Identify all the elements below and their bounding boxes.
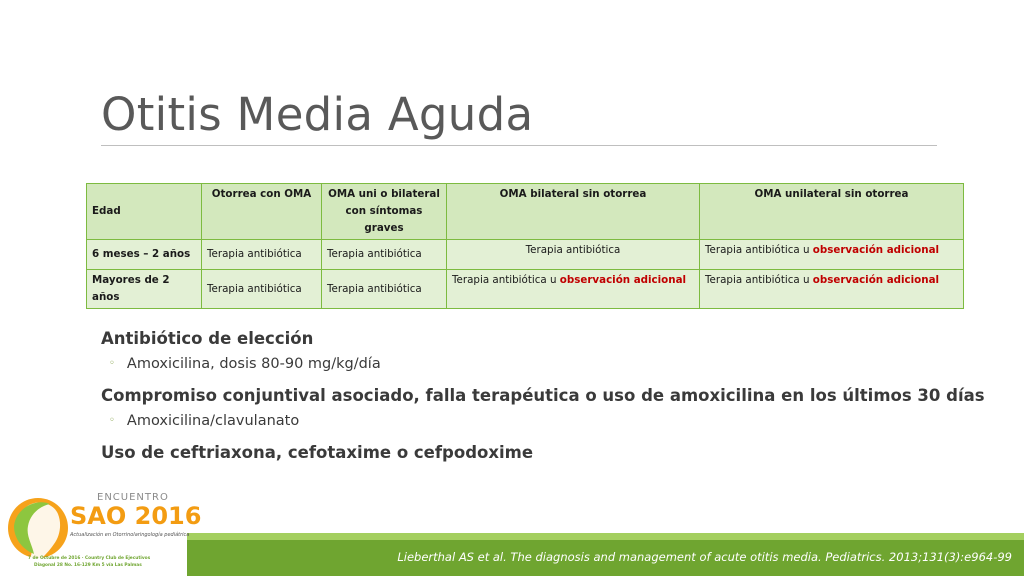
table-cell bbox=[700, 270, 964, 309]
title-divider bbox=[101, 145, 937, 146]
table-cell: Terapia antibiótica bbox=[202, 240, 322, 270]
bullet-list bbox=[101, 327, 1001, 465]
sub-bullet bbox=[101, 410, 1001, 432]
row-age: 6 meses – 2 años bbox=[87, 240, 202, 270]
bullet-compromiso: Compromiso conjuntival asociado, falla terapéutica o uso de amoxicilina en los últimos 30 días bbox=[101, 386, 985, 405]
cell-text: Terapia antibiótica u bbox=[705, 244, 813, 256]
logo-subtitle: Actualización en Otorrinolaringología pediátrica bbox=[70, 532, 190, 538]
table-row bbox=[87, 240, 964, 270]
table-cell: Terapia antibiótica bbox=[322, 270, 447, 309]
logo-address: Diagonal 28 No. 16-129 Km 5 vía Las Palmas bbox=[34, 563, 142, 568]
sub-bullet bbox=[101, 353, 1001, 375]
cell-emphasis: observación adicional bbox=[812, 274, 940, 286]
table-cell: Terapia antibiótica bbox=[202, 270, 322, 309]
table-row bbox=[87, 270, 964, 309]
table-header-row bbox=[87, 184, 964, 240]
logo-sao: SAO 2016 bbox=[70, 502, 202, 530]
table-cell: Terapia antibiótica bbox=[322, 240, 447, 270]
table-cell bbox=[447, 270, 700, 309]
logo-encuentro: ENCUENTRO bbox=[97, 492, 169, 503]
row-age: Mayores de 2 años bbox=[87, 270, 202, 309]
header-unilateral: OMA unilateral sin otorrea bbox=[700, 184, 964, 240]
sub-bullet-text: Amoxicilina/clavulanato bbox=[126, 413, 300, 429]
bullet-circle-icon: ◦ bbox=[109, 358, 115, 369]
header-otorrea: Otorrea con OMA bbox=[202, 184, 322, 240]
header-bilateral: OMA bilateral sin otorrea bbox=[447, 184, 700, 240]
cell-emphasis: observación adicional bbox=[559, 274, 687, 286]
event-logo bbox=[0, 488, 202, 576]
cell-emphasis: observación adicional bbox=[812, 244, 940, 256]
bullet-circle-icon: ◦ bbox=[109, 415, 115, 426]
cell-text: Terapia antibiótica u bbox=[705, 274, 813, 286]
bullet-antibiotico: Antibiótico de elección bbox=[101, 329, 314, 348]
table-cell: Terapia antibiótica bbox=[447, 240, 700, 270]
table-cell bbox=[700, 240, 964, 270]
cell-text: Terapia antibiótica u bbox=[452, 274, 560, 286]
header-edad: Edad bbox=[87, 184, 202, 240]
citation-text: Lieberthal AS et al. The diagnosis and management of acute otitis media. Pediatrics. 2013;131(3):e964-99 bbox=[397, 550, 1012, 564]
header-sintomas-graves: OMA uni o bilateral con síntomas graves bbox=[322, 184, 447, 240]
treatment-table bbox=[86, 183, 964, 309]
logo-date: 7 de Octubre de 2016 · Country Club de Ejecutivos bbox=[28, 556, 151, 561]
sub-bullet-text: Amoxicilina, dosis 80-90 mg/kg/día bbox=[126, 356, 381, 372]
footer-bar bbox=[187, 540, 1024, 576]
bullet-ceftriaxona: Uso de ceftriaxona, cefotaxime o cefpodoxime bbox=[101, 443, 534, 462]
slide-title: Otitis Media Aguda bbox=[101, 88, 534, 141]
